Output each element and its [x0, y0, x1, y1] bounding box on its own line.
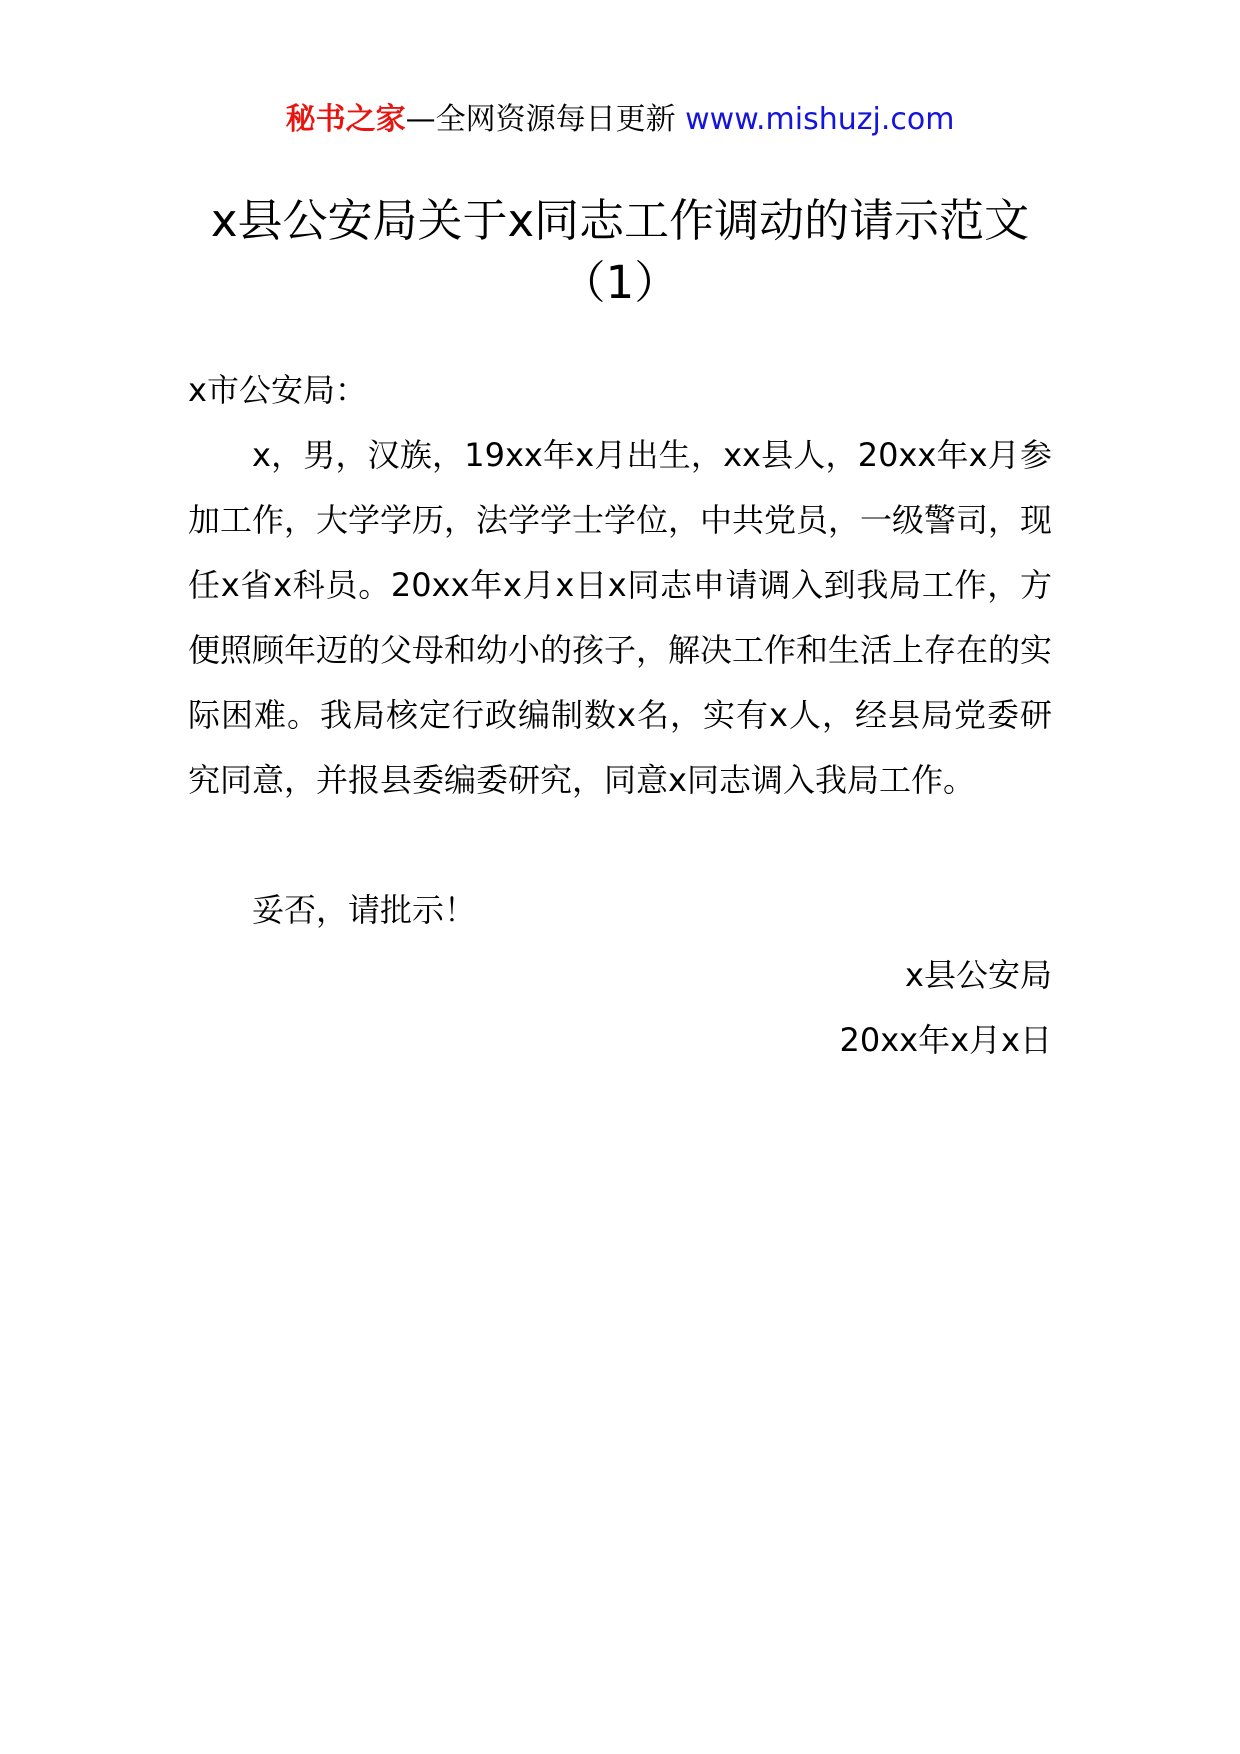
site-header — [0, 100, 1240, 140]
signature-date: 20xx年x月x日 — [839, 1021, 1052, 1059]
document-title — [188, 190, 1052, 314]
site-tagline: —全网资源每日更新 — [405, 102, 686, 137]
document-title-line2: （1） — [560, 256, 680, 309]
body-paragraph: x，男，汉族，19xx年x月出生，xx县人，20xx年x月参加工作，大学学历，法学学士学位，中共党员，一级警司，现任x省x科员。20xx年x月x日x同志申请调入到我局工作，方便照顾年迈的父母和幼小的孩子，解决工作和生活上存在的实际困难。我局核定行政编制数x名，实有x人，经县局党委研究同意，并报县委编委研究，同意x同志调入我局工作。 — [188, 436, 1053, 799]
signature-organization: x县公安局 — [905, 956, 1052, 994]
closing-line: 妥否，请批示！ — [252, 891, 477, 929]
salutation: x市公安局： — [188, 371, 367, 409]
document-title-line1: x县公安局关于x同志工作调动的请示范文 — [210, 194, 1030, 247]
site-url-link[interactable]: www.mishuzj.com — [685, 102, 955, 137]
site-brand: 秘书之家 — [285, 102, 406, 137]
